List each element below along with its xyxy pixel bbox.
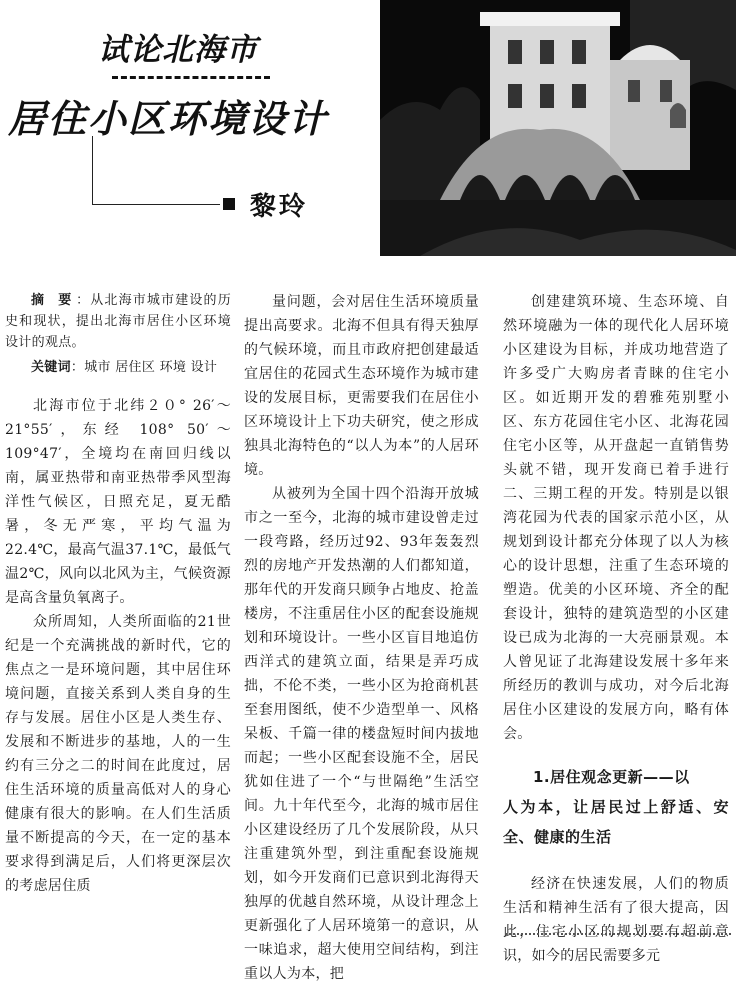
abstract	[5, 290, 231, 353]
text-column-2	[244, 290, 479, 986]
text-column-3	[503, 290, 729, 968]
article-title-line2: 居住小区环境设计	[8, 97, 329, 141]
building-photo	[380, 0, 736, 256]
leader-line-vertical	[92, 136, 93, 204]
keywords-label: 关键词	[31, 360, 71, 375]
paragraph: 创建建筑环境、生态环境、自然环境融为一体的现代化人居环境小区建设为目标，并成功地营造了许多受广大购房者青睐的住宅小区。如近期开发的碧雅苑别墅小区、东方花园住宅小区、北海花园住宅小区等，从开盘起一直销售势头就不错，现开发商已着手进行二、三期工程的开发。特别是以银湾花园为代表的国家示范小区，从规划到设计都充分体现了以人为核心的设计思想，注重了生态环境的塑造。优美的小区环境、齐全的配套设计，独特的建筑造型的小区建设已成为北海的一大亮丽景观。本人曾见证了北海建设发展十多年来所经历的教训与成功，对今后北海居住小区建设的发展方向，略有体会。	[503, 294, 729, 742]
section-heading-line1: 1.居住观念更新——以	[533, 768, 690, 786]
footer-dotted-rule	[505, 933, 731, 935]
building-photo-graphic	[380, 0, 736, 256]
paragraph: 众所周知，人类所面临的21世纪是一个充满挑战的新时代，它的焦点之一是环境问题，其中居住环境问题，直接关系到人类自身的生存与发展。居住小区是人类生存、发展和不断进步的基地，人的一生约有三分之二的时间在此度过，居住生活环境的质量高低对人的身心健康有很大的影响。在人们生活质量不断提高的今天，在一定的基本要求得到满足后，人们将更深层次的考虑居住质	[5, 614, 231, 894]
paragraph: 北海市位于北纬２０° 26′～21°55′，东经 108° 50′～109°47′，全境均在南回归线以南，属亚热带和南亚热带季风型海洋性气候区，日照充足，夏无酷暑，冬无严寒，平均气温为22.4℃，最高气温37.1℃，最低气温2℃，风向以北风为主，气候资源是高含量负氧离子。	[5, 398, 231, 606]
section-heading-line2: 人为本，让居民过上舒适、安全、健康的生活	[503, 798, 729, 846]
author-square-marker	[223, 198, 235, 210]
text-column-1	[5, 290, 231, 898]
abstract-text: ：从北海市城市建设的历史和现状，提出北海市居住小区环境设计的观点。	[5, 293, 231, 350]
paragraph: 量问题，会对居住生活环境质量提出高要求。北海不但具有得天独厚的气候环境，而且市政府把创建最适宜居住的花园式生态环境作为城市建设的发展目标，更需要我们在居住小区环境设计上下功夫研究，使之形成独具北海特色的“以人为本”的人居环境。	[244, 294, 479, 478]
paragraph: 从被列为全国十四个沿海开放城市之一至今，北海的城市建设曾走过一段弯路，经历过92、93年轰轰烈烈的房地产开发热潮的人们都知道，那年代的开发商只顾争占地皮、抢盖楼房，不注重居住小区的配套设施规划和环境设计。一些小区盲目地追仿西洋式的建筑立面，结果是弄巧成拙，不伦不类，一些小区为抢商机甚至套用图纸，使不少造型单一、风格呆板、千篇一律的楼盘短时间内拔地而起；一些小区配套设施不全，居民犹如住进了一个“与世隔绝”生活空间。九十年代至今，北海的城市居住小区建设经历了几个发展阶段，从只注重建筑外型，到注重配套设施规划，如今开发商们已意识到北海得天独厚的优越自然环境，从设计理念上更新强化了人居环境第一的意识，从一味追求，超大使用空间结构，到注重以人为本，把	[244, 486, 479, 982]
section-heading	[503, 762, 729, 852]
keywords-text: ：城市 居住区 环境 设计	[70, 360, 218, 375]
article-title-line1: 试论北海市	[98, 32, 258, 68]
keywords	[5, 357, 231, 378]
title-divider	[112, 76, 270, 79]
leader-line-horizontal	[92, 204, 220, 205]
author-name: 黎玲	[250, 192, 309, 222]
paragraph: 经济在快速发展，人们的物质生活和精神生活有了很大提高，因此，住宅小区的规划要有超前意识，如今的居民需要多元	[503, 876, 729, 964]
abstract-label: 摘 要	[31, 293, 77, 308]
